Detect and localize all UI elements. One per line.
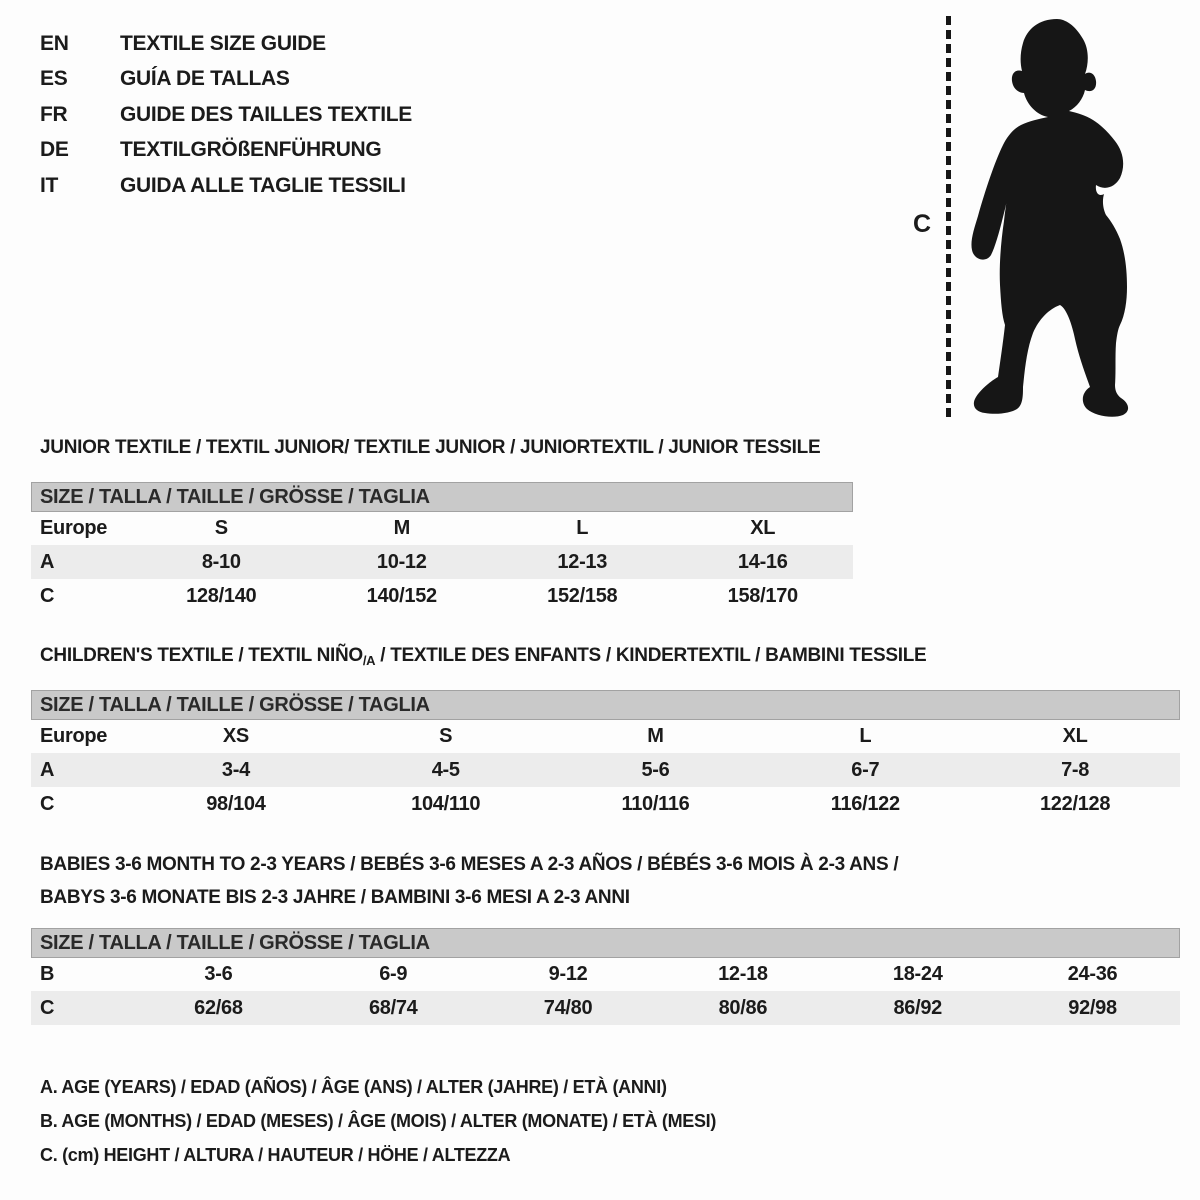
junior-section-title: JUNIOR TEXTILE / TEXTIL JUNIOR/ TEXTILE JUNIOR / JUNIORTEXTIL / JUNIOR TESSILE (40, 437, 821, 458)
table-cell: XL (750, 517, 776, 539)
size-table-header: SIZE / TALLA / TAILLE / GRÖSSE / TAGLIA (31, 928, 1180, 958)
table-cell: 80/86 (718, 996, 768, 1019)
language-row (40, 168, 412, 204)
children-title-rest: / TEXTILE DES ENFANTS / KINDERTEXTIL / BAMBINI TESSILE (375, 645, 927, 666)
language-code: ES (40, 67, 68, 91)
children-section-title (40, 645, 926, 668)
table-cell: 18-24 (892, 963, 943, 985)
table-cell: 68/74 (368, 996, 418, 1019)
table-cell: 12-18 (718, 963, 768, 985)
table-cell: 9-12 (548, 963, 588, 985)
row-label: A (40, 550, 55, 573)
language-row (40, 26, 412, 62)
table-cell: 4-5 (431, 758, 460, 781)
children-title-main: CHILDREN'S TEXTILE / TEXTIL NIÑO (40, 645, 363, 666)
table-row (31, 753, 1180, 787)
height-measure-dashed-line (946, 16, 951, 418)
junior-size-table (31, 482, 853, 613)
table-cell: M (647, 725, 664, 747)
language-row (40, 97, 412, 133)
table-cell: 24-36 (1067, 963, 1118, 985)
table-cell: XS (222, 725, 249, 747)
table-row (31, 991, 1180, 1025)
row-label: Europe (40, 725, 108, 747)
table-cell: 140/152 (366, 584, 437, 607)
table-row (31, 545, 853, 579)
table-cell: M (393, 517, 410, 539)
babies-size-table (31, 928, 1180, 1025)
row-label: Europe (40, 517, 108, 539)
language-title: TEXTILE SIZE GUIDE (120, 31, 326, 55)
table-cell: 92/98 (1068, 996, 1117, 1019)
babies-title-line2: BABYS 3-6 MONATE BIS 2-3 JAHRE / BAMBINI 3-6 MESI A 2-3 ANNI (40, 887, 630, 908)
language-code: IT (40, 173, 59, 197)
table-row (31, 787, 1180, 821)
language-title: GUIDE DES TAILLES TEXTILE (120, 102, 412, 126)
table-cell: 7-8 (1061, 758, 1090, 781)
language-row (40, 62, 412, 98)
table-cell: XL (1062, 725, 1088, 747)
size-table-header: SIZE / TALLA / TAILLE / GRÖSSE / TAGLIA (31, 482, 853, 512)
babies-title-line1: BABIES 3-6 MONTH TO 2-3 YEARS / BEBÉS 3-6 MESES A 2-3 AÑOS / BÉBÉS 3-6 MOIS À 2-3 ANS / (40, 854, 899, 875)
row-label: C (40, 584, 55, 607)
table-cell: L (859, 725, 872, 747)
table-cell: 12-13 (557, 550, 608, 573)
babies-section-title (40, 848, 898, 914)
table-cell: 5-6 (641, 758, 670, 781)
language-code: DE (40, 138, 69, 162)
legend-line-a: A. AGE (YEARS) / EDAD (AÑOS) / ÂGE (ANS) / ALTER (JAHRE) / ETÀ (ANNI) (40, 1077, 667, 1097)
table-cell: 6-7 (851, 758, 880, 781)
table-cell: 62/68 (194, 996, 243, 1019)
table-cell: S (439, 725, 453, 747)
height-measure-label: C (913, 210, 931, 238)
language-title: GUIDA ALLE TAGLIE TESSILI (120, 173, 406, 197)
table-cell: 122/128 (1039, 792, 1111, 815)
table-cell: 86/92 (893, 996, 942, 1019)
row-label: C (40, 996, 55, 1019)
table-cell: 110/116 (621, 792, 690, 815)
table-cell: 10-12 (376, 550, 427, 573)
table-cell: 14-16 (737, 550, 788, 573)
row-label: A (40, 758, 55, 781)
table-cell: 3-6 (204, 963, 233, 985)
table-cell: 3-4 (221, 758, 250, 781)
table-cell: 158/170 (727, 584, 798, 607)
language-code: EN (40, 31, 69, 55)
row-label: B (40, 963, 55, 985)
children-title-subscript: /A (362, 653, 376, 668)
table-cell: 104/110 (411, 792, 481, 815)
language-title-block (40, 26, 412, 204)
language-title: GUÍA DE TALLAS (120, 67, 290, 91)
table-cell: 6-9 (379, 963, 408, 985)
row-label: C (40, 792, 55, 815)
table-row (31, 958, 1180, 991)
language-code: FR (40, 102, 68, 126)
legend-line-c: C. (cm) HEIGHT / ALTURA / HAUTEUR / HÖHE / ALTEZZA (40, 1145, 511, 1165)
language-row (40, 133, 412, 169)
table-cell: 152/158 (547, 584, 618, 607)
table-cell: L (576, 517, 589, 539)
legend-line-b: B. AGE (MONTHS) / EDAD (MESES) / ÂGE (MOIS) / ALTER (MONATE) / ETÀ (MESI) (40, 1111, 717, 1131)
children-size-table (31, 690, 1180, 821)
language-title: TEXTILGRÖßENFÜHRUNG (120, 138, 382, 162)
table-row (31, 720, 1180, 753)
table-cell: 8-10 (201, 550, 241, 573)
toddler-silhouette-icon (963, 13, 1133, 423)
table-cell: S (214, 517, 228, 539)
table-cell: 74/80 (543, 996, 593, 1019)
table-cell: 116/122 (830, 792, 900, 815)
size-table-header: SIZE / TALLA / TAILLE / GRÖSSE / TAGLIA (31, 690, 1180, 720)
table-cell: 128/140 (186, 584, 257, 607)
table-row (31, 512, 853, 545)
table-row (31, 579, 853, 613)
measurement-legend (40, 1070, 716, 1172)
table-cell: 98/104 (206, 792, 266, 815)
